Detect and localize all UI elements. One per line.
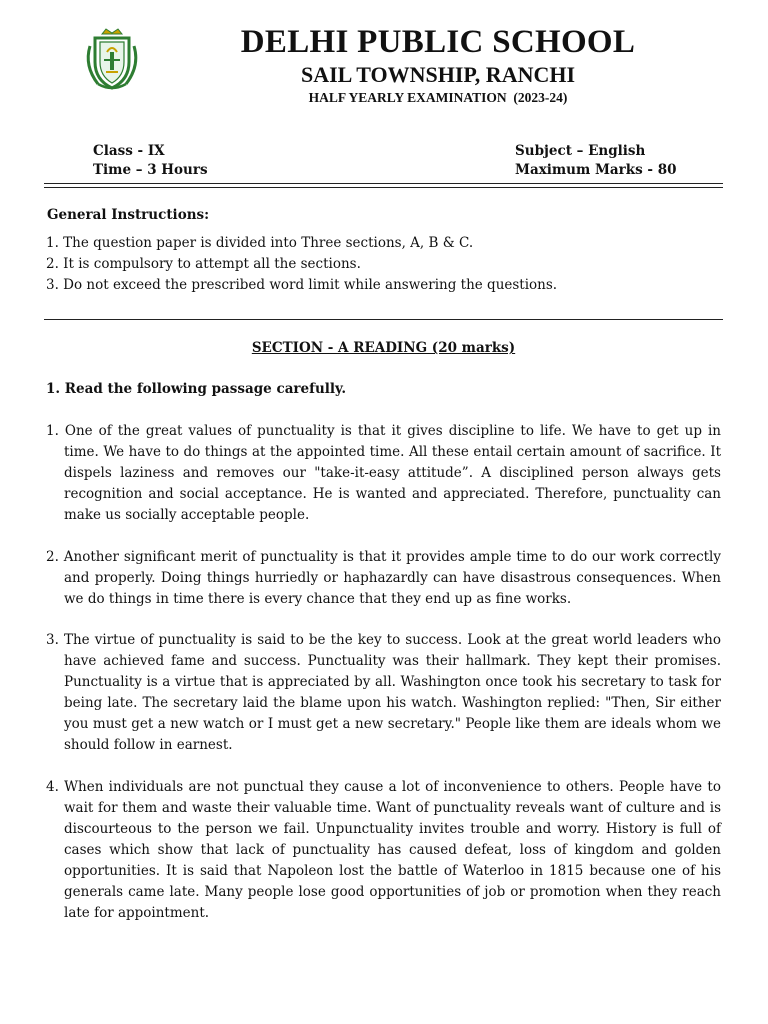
header-divider-top (44, 183, 723, 184)
class-label: Class - IX (93, 143, 165, 159)
passage-paragraph: 4. When individuals are not punctual they cause a lot of inconvenience to others. People have to wait for them and waste their valuable time. Want of punctuality reveals want of culture and is discourteous to the person we fail. Unpunctuality invites trouble and worry. History is full of cases which show that lack of punctuality has caused defeat, loss of kingdom and golden opportunities. It is said that Napoleon lost the battle of Waterloo in 1815 because one of his generals came late. Many people lose good opportunities of job or promotion when they reach late for appointment. (46, 779, 721, 921)
section-title-text: SECTION - A READING (20 marks) (251, 340, 516, 356)
instruction-item: 3. Do not exceed the prescribed word limit while answering the questions. (46, 277, 558, 293)
question-heading: 1. Read the following passage carefully. (46, 381, 347, 397)
section-divider (44, 319, 723, 320)
max-marks-label: Maximum Marks - 80 (515, 162, 677, 178)
section-title (44, 340, 723, 356)
passage-paragraph: 2. Another significant merit of punctuality is that it provides ample time to do our work correctly and properly. Doing things hurriedly or haphazardly can have disastrous consequences. When we do things in time there is every chance that they end up as fine works. (46, 549, 721, 607)
time-label: Time – 3 Hours (93, 162, 208, 178)
school-name: DELHI PUBLIC SCHOOL (240, 24, 636, 60)
header-divider-bottom (44, 187, 723, 188)
campus-name: SAIL TOWNSHIP, RANCHI (300, 62, 576, 87)
instruction-item: 2. It is compulsory to attempt all the sections. (46, 256, 361, 272)
passage-paragraph: 3. The virtue of punctuality is said to be the key to success. Look at the great world leaders who have achieved fame and success. Punctuality was their hallmark. They kept their promises. Punctuality is a virtue that is appreciated by all. Washington once took his secretary to task for being late. The secretary laid the blame upon his watch. Washington replied: "Then, Sir either you must get a new watch or I must get a new secretary." People like them are ideals whom we should follow in earnest. (46, 632, 721, 753)
subject-label: Subject – English (515, 143, 646, 159)
school-crest-icon (80, 26, 144, 94)
passage-paragraph: 1. One of the great values of punctuality is that it gives discipline to life. We have to get up in time. We have to do things at the appointed time. All these entail certain amount of sacrifice. It dispels laziness and removes our "take-it-easy attitude”. A disciplined person always gets recognition and social acceptance. He is wanted and appreciated. Therefore, punctuality can make us socially acceptable people. (46, 423, 721, 523)
exam-title: HALF YEARLY EXAMINATION (2023-24) (308, 90, 568, 105)
instruction-item: 1. The question paper is divided into Three sections, A, B & C. (46, 235, 474, 251)
instructions-title: General Instructions: (47, 207, 210, 223)
